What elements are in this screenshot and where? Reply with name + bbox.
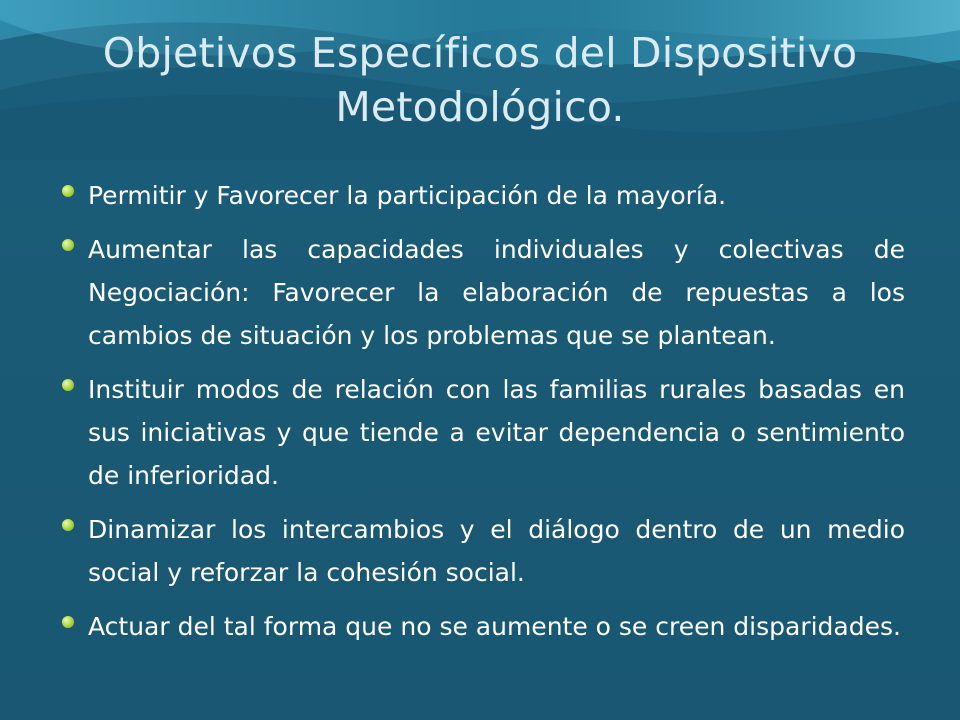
slide-title — [60, 26, 900, 134]
bullet-item — [60, 368, 905, 497]
bullet-text: Dinamizar los intercambios y el diálogo dentro de un medio social y reforzar la cohesión social. — [88, 515, 905, 587]
bullet-dot-icon — [62, 185, 74, 197]
bullet-dot-icon — [62, 239, 74, 251]
bullet-dot-icon — [62, 616, 74, 628]
slide-title-line-2: Metodológico. — [335, 83, 625, 131]
slide-title-line-1: Objetivos Específicos del Dispositivo — [102, 29, 858, 77]
bullet-text: Permitir y Favorecer la participación de la mayoría. — [88, 181, 727, 210]
bullet-item — [60, 605, 905, 648]
bullet-text: Actuar del tal forma que no se aumente o se creen disparidades. — [88, 612, 901, 641]
bullet-dot-icon — [62, 379, 74, 391]
bullet-text: Instituir modos de relación con las familias rurales basadas en sus iniciativas y que tiende a evitar dependencia o sentimiento de inferioridad. — [88, 375, 905, 490]
bullet-text: Aumentar las capacidades individuales y colectivas de Negociación: Favorecer la elaboración de repuestas a los cambios de situación y los problemas que se plantean. — [88, 235, 905, 350]
bullet-item — [60, 508, 905, 594]
bullet-item — [60, 174, 905, 217]
bullet-dot-icon — [62, 519, 74, 531]
bullet-item — [60, 228, 905, 357]
slide-content — [60, 174, 905, 659]
bullet-list — [60, 174, 905, 648]
